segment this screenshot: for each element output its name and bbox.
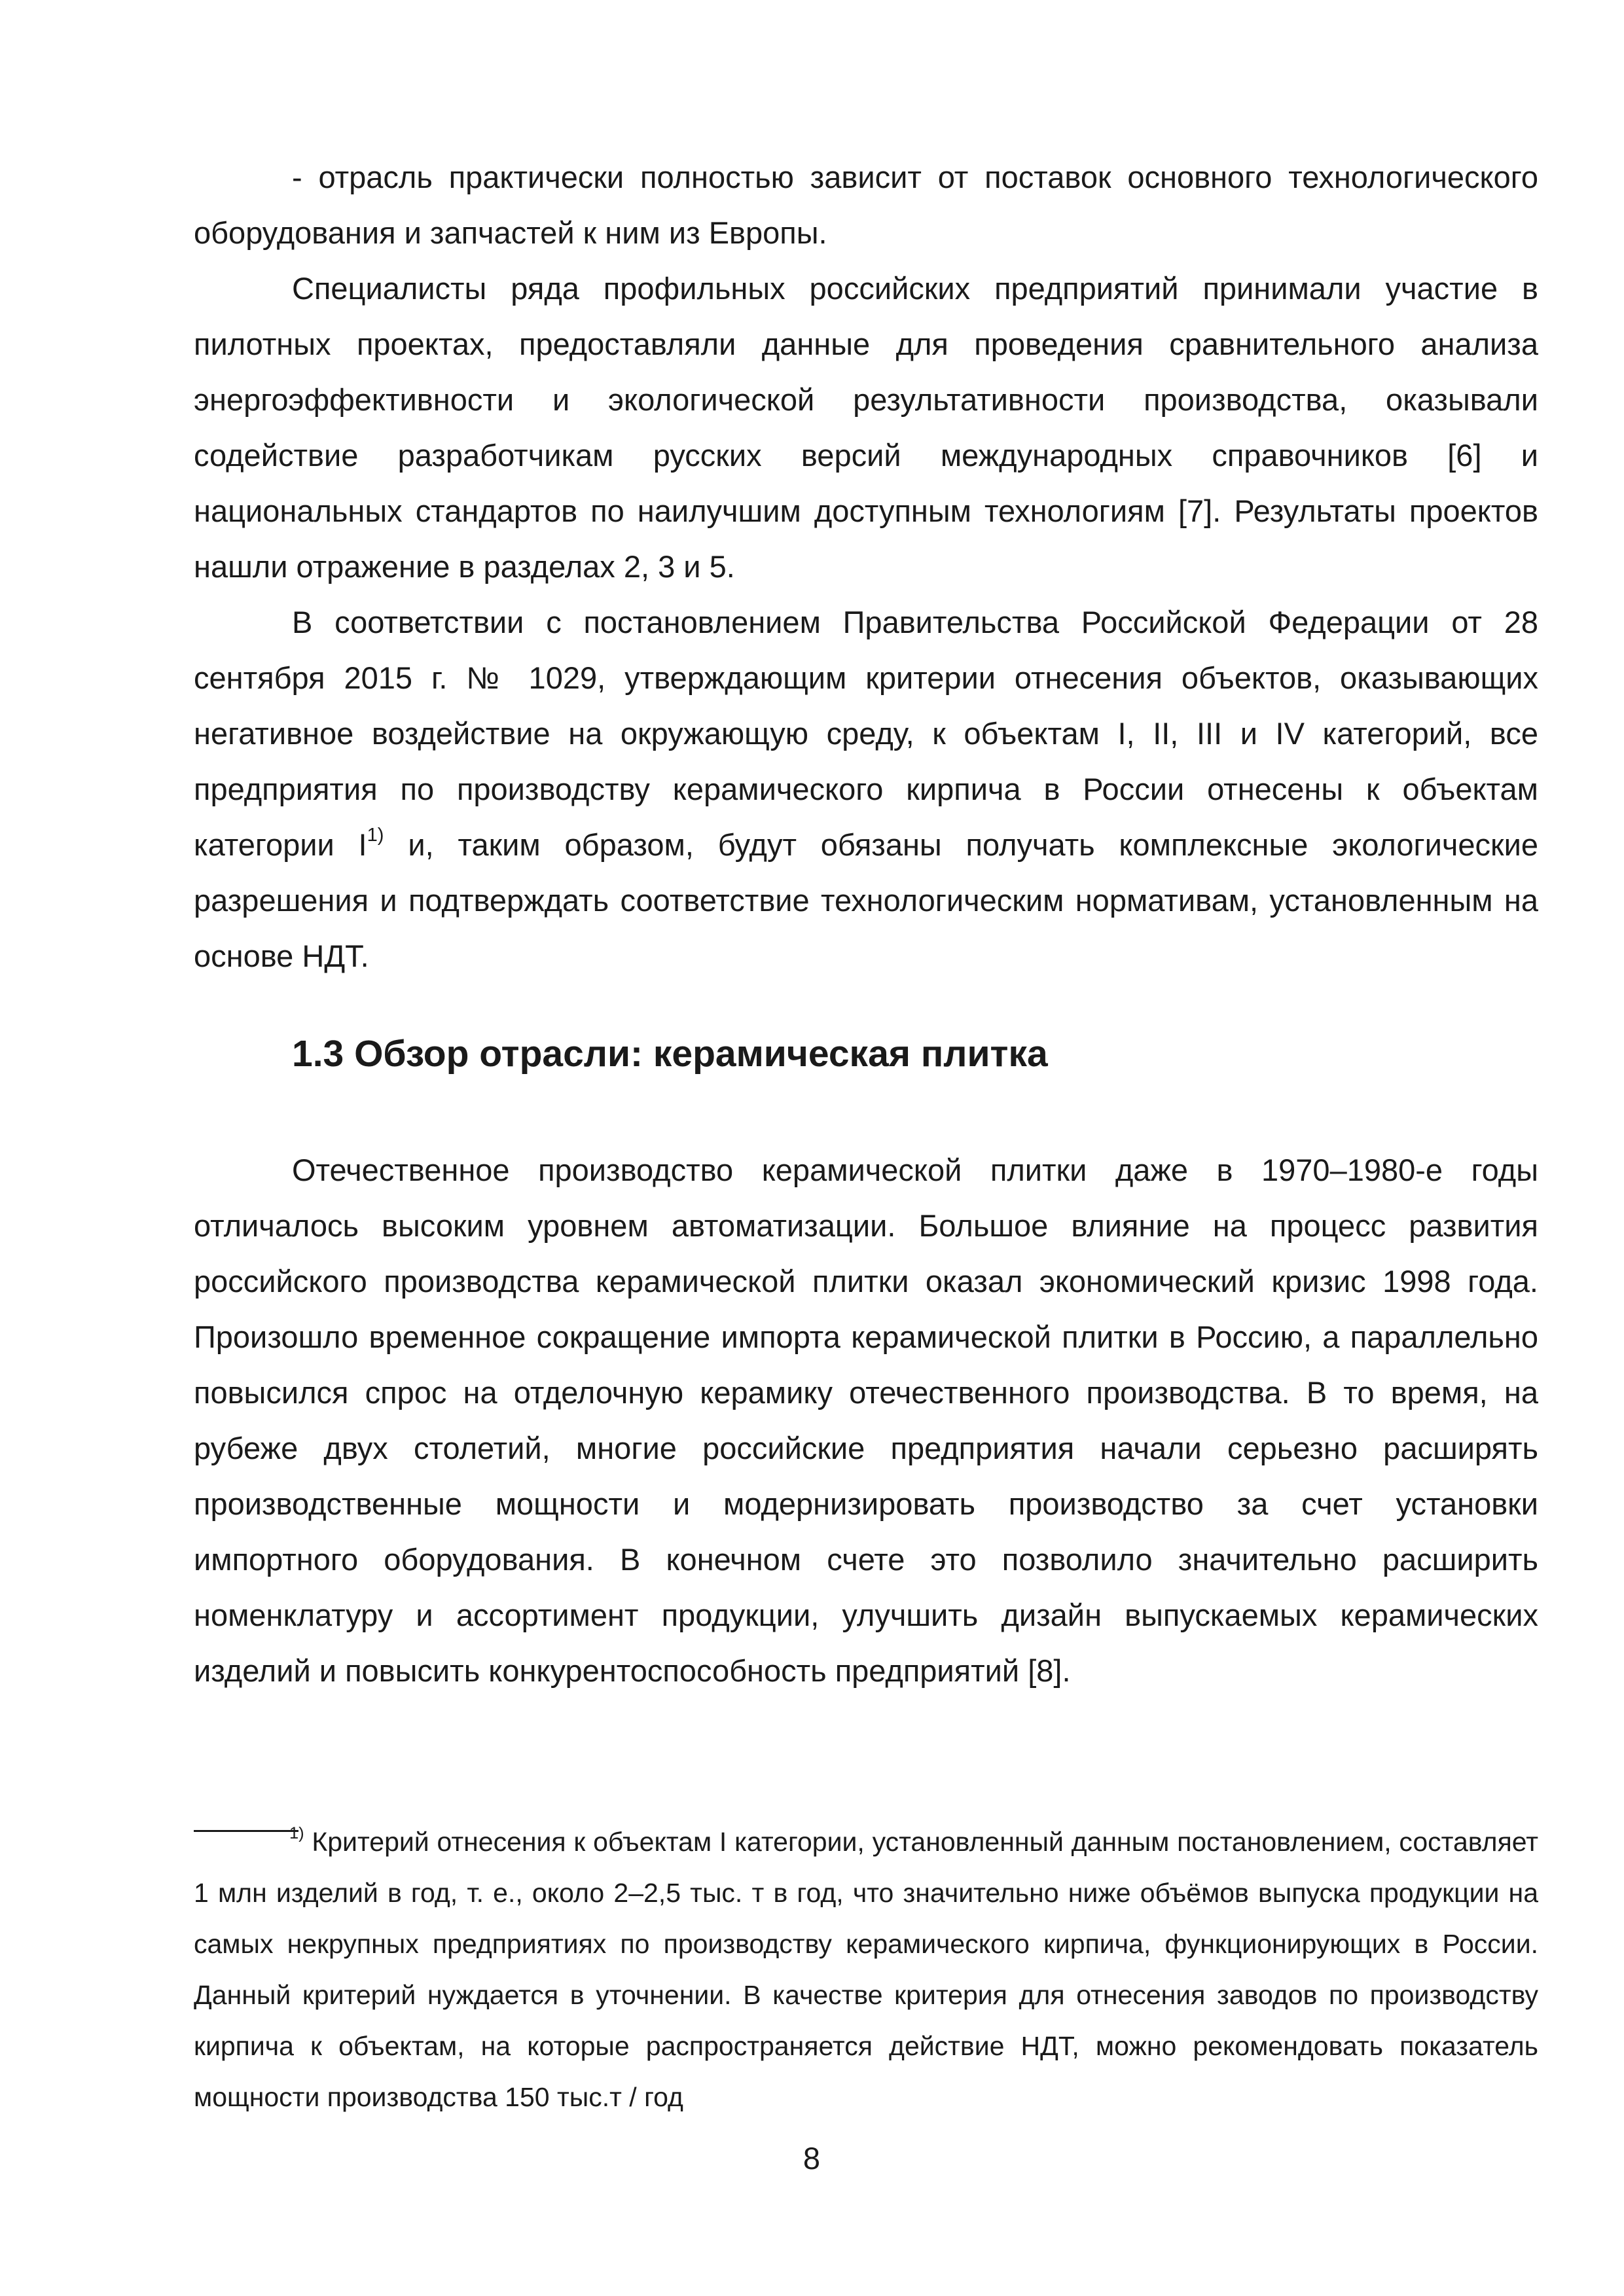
section-heading: 1.3 Обзор отрасли: керамическая плитка	[292, 1033, 1048, 1075]
footnote	[194, 1816, 1538, 2123]
paragraph-pilot-projects: Специалисты ряда профильных российских предприятий принимали участие в пилотных проектах, предоставляли данные для проведения сравнительного анализа энергоэффективности и экологической результативности производства, оказывали содействие разработчикам русских версий международных справочников [6] и национальных стандартов по наилучшим доступным технологиям [7]. Результаты проектов нашли отражение в разделах 2, 3 и 5.	[194, 271, 1538, 584]
body-text-bottom	[194, 1142, 1538, 1698]
footnote-text: Критерий отнесения к объектам I категории, установленный данным постановлением, составляет 1 млн изделий в год, т. е., около 2–2,5 тыс. т в год, что значительно ниже объёмов выпуска продукции на самых некрупных предприятиях по производству керамического кирпича, функционирующих в России. Данный критерий нуждается в уточнении. В качестве критерия для отнесения заводов по производству кирпича к объектам, на которые распространяется действие НДТ, можно рекомендовать показатель мощности производства 150 тыс.т / год	[194, 1827, 1538, 2112]
paragraph-ceramic-tile-overview: Отечественное производство керамической плитки даже в 1970–1980-е годы отличалось высоким уровнем автоматизации. Большое влияние на процесс развития российского производства керамической плитки оказал экономический кризис 1998 года. Произошло временное сокращение импорта керамической плитки в Россию, а параллельно повысился спрос на отделочную керамику отечественного производства. В то время, на рубеже двух столетий, многие российские предприятия начали серьезно расширять производственные мощности и модернизировать производство за счет установки импортного оборудования. В конечном счете это позволило значительно расширить номенклатуру и ассортимент продукции, улучшить дизайн выпускаемых керамических изделий и повысить конкурентоспособность предприятий [8].	[194, 1153, 1538, 1688]
resolution-text-after: и, таким образом, будут обязаны получать комплексные экологические разрешения и подтверждать соответствие технологическим нормативам, установленным на основе НДТ.	[194, 827, 1538, 973]
footnote-reference[interactable]: 1)	[367, 825, 384, 846]
footnote-marker: 1)	[289, 1823, 304, 1842]
page-number: 8	[803, 2141, 821, 2176]
paragraph-dependency-note: - отрасль практически полностью зависит от поставок основного технологического оборудования и запчастей к ним из Европы.	[194, 160, 1538, 250]
paragraph-government-resolution	[194, 594, 1538, 984]
body-text-top	[194, 149, 1538, 984]
resolution-text-before: В соответствии с постановлением Правительства Российской Федерации от 28 сентября 2015 г. № 1029, утверждающим критерии отнесения объектов, оказывающих негативное воздействие на окружающую среду, к объектам I, II, III и IV категорий, все предприятия по производству керамического кирпича в России отнесены к объектам категории I	[194, 605, 1538, 862]
